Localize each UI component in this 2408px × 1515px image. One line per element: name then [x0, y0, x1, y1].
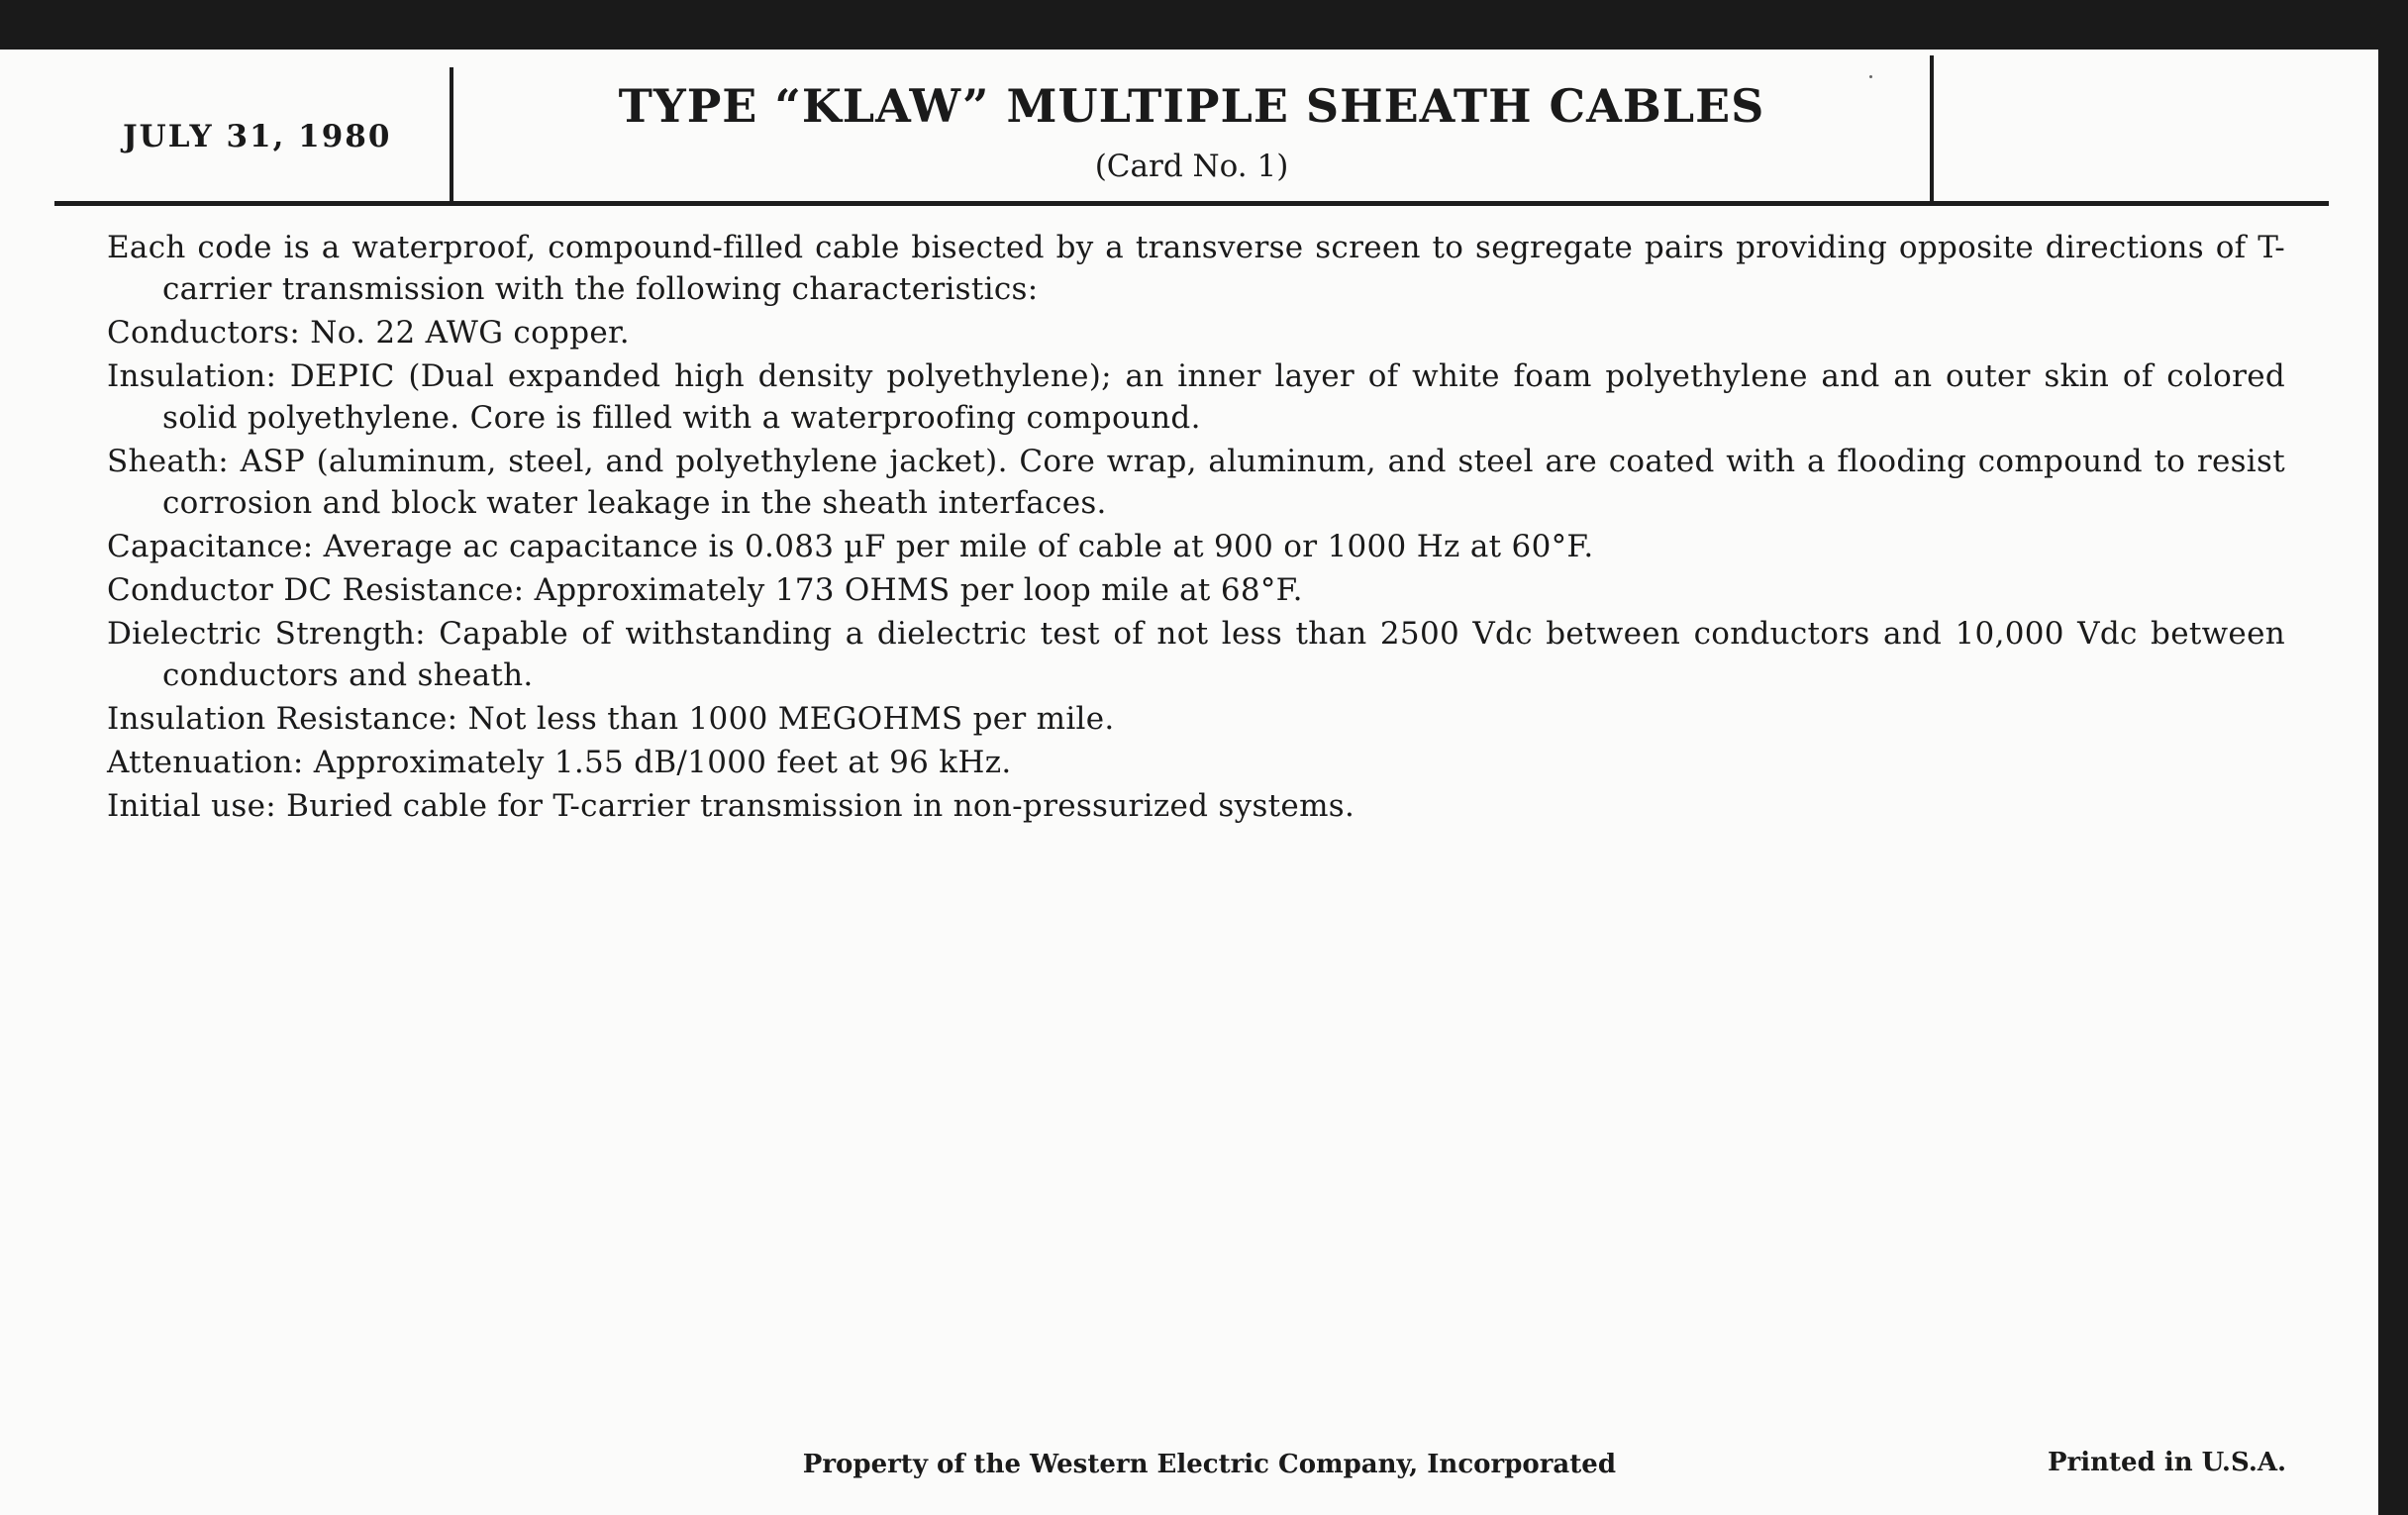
spec-capacitance: Capacitance: Average ac capacitance is 0.083 µF per mile of cable at 900 or 1000 Hz at 60°F.: [107, 529, 1594, 564]
card-title: TYPE “KLAW” MULTIPLE SHEATH CABLES: [618, 79, 1765, 133]
spec-dielectric-strength: Dielectric Strength: Capable of withstanding a dielectric test of not less than 2500 Vdc between conductors and 10,000 Vdc between conductors and sheath.: [107, 616, 2285, 693]
footer-property-line: [0, 1450, 1616, 1479]
intro-paragraph: Each code is a waterproof, compound-filled cable bisected by a transverse screen to segregate pairs providing opposite directions of T-carrier transmission with the following characteristics:: [107, 230, 2285, 307]
spec-initial-use: Initial use: Buried cable for T-carrier transmission in non-pressurized systems.: [107, 788, 1355, 824]
header-rule: [54, 201, 2329, 206]
card-body: [107, 227, 2285, 829]
spec-conductors: Conductors: No. 22 AWG copper.: [107, 315, 630, 351]
card-subtitle: (Card No. 1): [1094, 149, 1289, 184]
card-date: JULY 31, 1980: [123, 119, 392, 154]
spec-attenuation: Attenuation: Approximately 1.55 dB/1000 feet at 96 kHz.: [107, 745, 1012, 780]
scan-speck: [1869, 75, 1872, 78]
footer-printed-in: Printed in U.S.A.: [2048, 1448, 2287, 1477]
header-divider-right: [1930, 55, 1934, 202]
spec-dc-resistance: Conductor DC Resistance: Approximately 173 OHMS per loop mile at 68°F.: [107, 572, 1303, 608]
spec-insulation: Insulation: DEPIC (Dual expanded high density polyethylene); an inner layer of white foam polyethylene and an outer skin of colored solid polyethylene. Core is filled with a waterproofing compound.: [107, 358, 2285, 436]
spec-sheath: Sheath: ASP (aluminum, steel, and polyethylene jacket). Core wrap, aluminum, and steel are coated with a flooding compound to resist corrosion and block water leakage in the sheath interfaces.: [107, 444, 2285, 521]
spec-insulation-resistance: Insulation Resistance: Not less than 1000 MEGOHMS per mile.: [107, 701, 1115, 737]
footer-property-text: Property of the Western Electric Company, Incorporated: [802, 1450, 1616, 1479]
index-card: [0, 50, 2378, 1515]
